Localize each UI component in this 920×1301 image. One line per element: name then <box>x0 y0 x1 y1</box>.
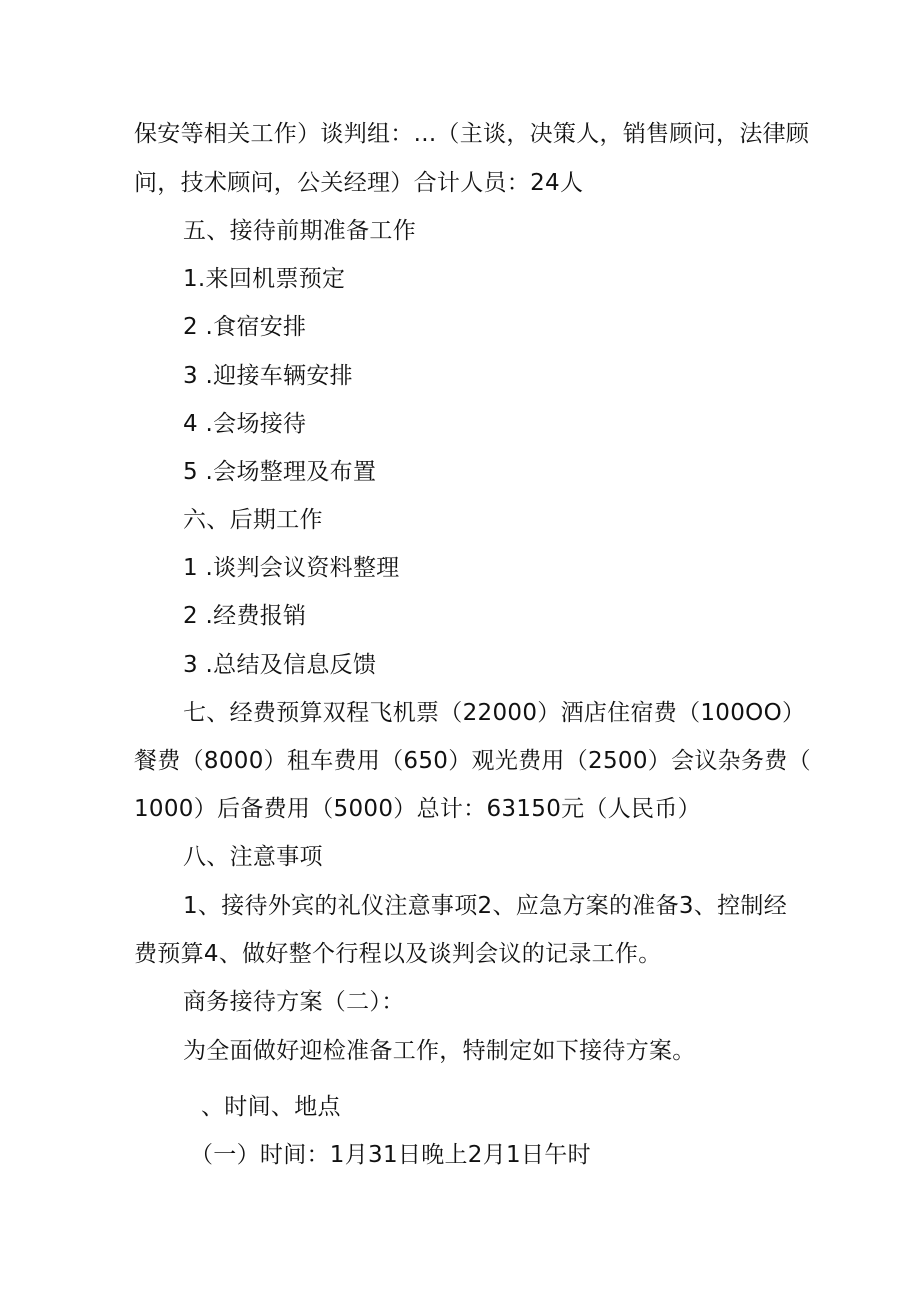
list-item: 3 .总结及信息反馈 <box>183 652 377 678</box>
list-item: 2 .经费报销 <box>183 603 307 629</box>
section-heading-5: 五、接待前期准备工作 <box>183 218 416 244</box>
list-item: 1 .谈判会议资料整理 <box>183 555 400 581</box>
list-item: 1.来回机票预定 <box>183 266 346 292</box>
text-line-1: 保安等相关工作）谈判组：...（主谈，决策人，销售顾问，法律顾 <box>134 121 810 147</box>
section-heading-8: 八、注意事项 <box>183 844 323 870</box>
list-item: 5 .会场整理及布置 <box>183 459 377 485</box>
list-item: 2 .食宿安排 <box>183 314 307 340</box>
text-line-budget-2: 餐费（8000）租车费用（650）观光费用（2500）会议杂务费（ <box>134 748 811 774</box>
list-item: 4 .会场接待 <box>183 411 307 437</box>
text-line-2: 问，技术顾问，公关经理）合计人员：24人 <box>134 170 584 196</box>
text-line-budget-3: 1000）后备费用（5000）总计：63150元（人民币） <box>134 796 701 822</box>
plan-intro: 为全面做好迎检准备工作，特制定如下接待方案。 <box>183 1038 696 1064</box>
section-heading-6: 六、后期工作 <box>183 507 323 533</box>
plan-section-time-place: 、时间、地点 <box>201 1094 341 1120</box>
text-line-notes-2: 费预算4、做好整个行程以及谈判会议的记录工作。 <box>134 941 662 967</box>
plan-time: （一）时间：1月31日晚上2月1日午时 <box>190 1142 591 1168</box>
list-item: 3 .迎接车辆安排 <box>183 363 353 389</box>
plan-title: 商务接待方案（二）： <box>183 989 405 1015</box>
section-heading-7: 七、经费预算双程飞机票（22000）酒店住宿费（100OO） <box>183 700 806 726</box>
text-line-notes-1: 1、接待外宾的礼仪注意事项2、应急方案的准备3、控制经 <box>183 893 787 919</box>
